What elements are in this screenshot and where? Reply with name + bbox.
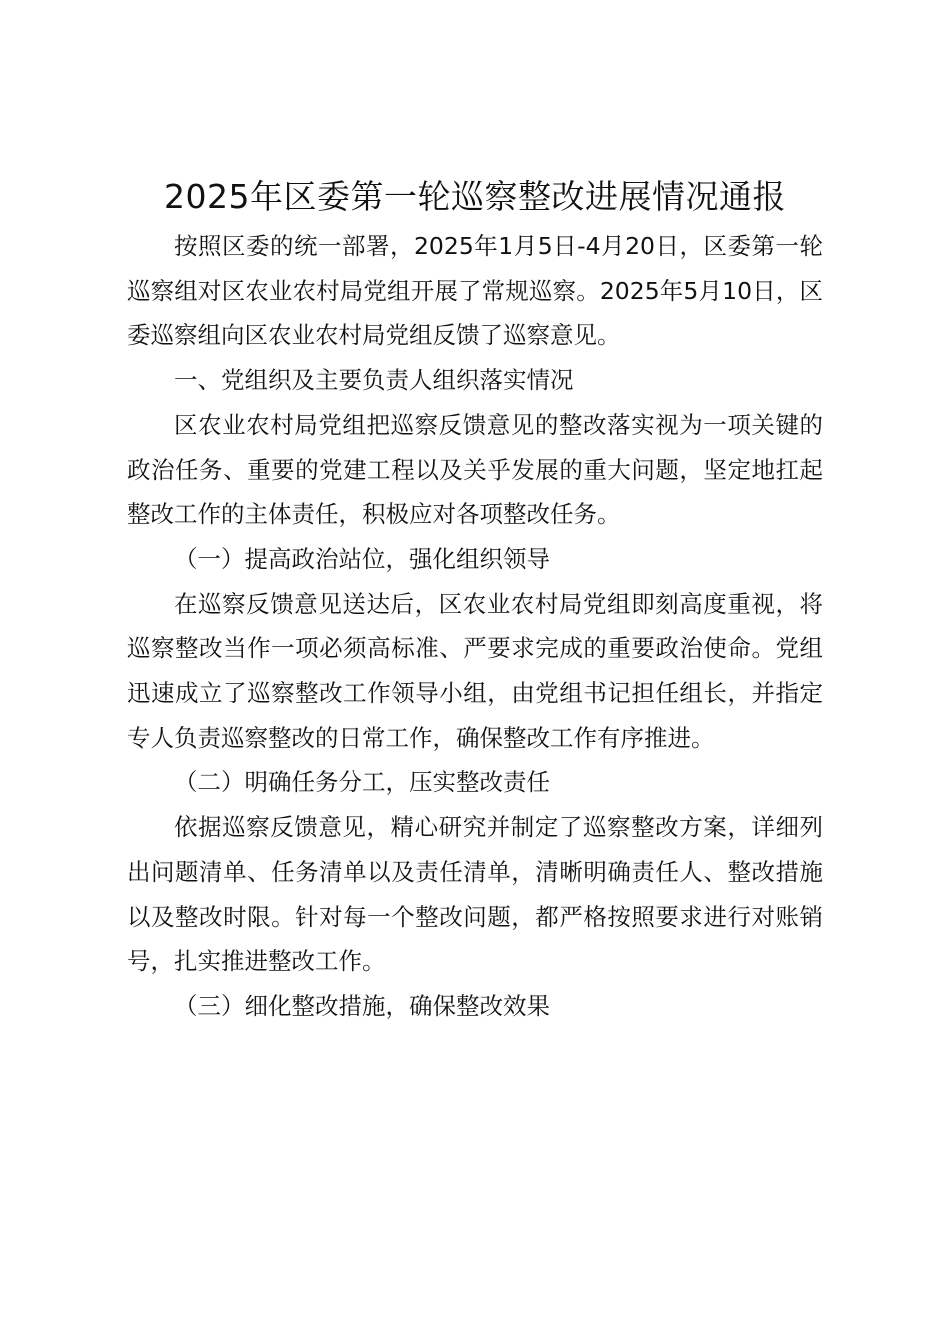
section-1-paragraph: 区农业农村局党组把巡察反馈意见的整改落实视为一项关键的政治任务、重要的党建工程以及关乎发展的重大问题，坚定地扛起整改工作的主体责任，积极应对各项整改任务。 [127,410,823,529]
subsection-1-paragraph: 在巡察反馈意见送达后，区农业农村局党组即刻高度重视，将巡察整改当作一项必须高标准、严要求完成的重要政治使命。党组迅速成立了巡察整改工作领导小组，由党组书记担任组长，并指定专人负责巡察整改的日常工作，确保整改工作有序推进。 [127,589,823,752]
subsection-heading-2: （二）明确任务分工，压实整改责任 [174,768,550,797]
subsection-2-paragraph: 依据巡察反馈意见，精心研究并制定了巡察整改方案，详细列出问题清单、任务清单以及责任清单，清晰明确责任人、整改措施以及整改时限。针对每一个整改问题，都严格按照要求进行对账销号，扎实推进整改工作。 [127,813,823,976]
section-heading-1: 一、党组织及主要负责人组织落实情况 [174,366,574,395]
subsection-heading-3: （三）细化整改措施，确保整改效果 [174,991,550,1020]
document-body [127,172,823,1029]
document-title: 2025年区委第一轮巡察整改进展情况通报 [164,177,786,216]
subsection-heading-1: （一）提高政治站位，强化组织领导 [174,544,550,573]
intro-paragraph: 按照区委的统一部署，2025年1月5日-4月20日，区委第一轮巡察组对区农业农村局党组开展了常规巡察。2025年5月10日，区委巡察组向区农业农村局党组反馈了巡察意见。 [127,232,823,350]
